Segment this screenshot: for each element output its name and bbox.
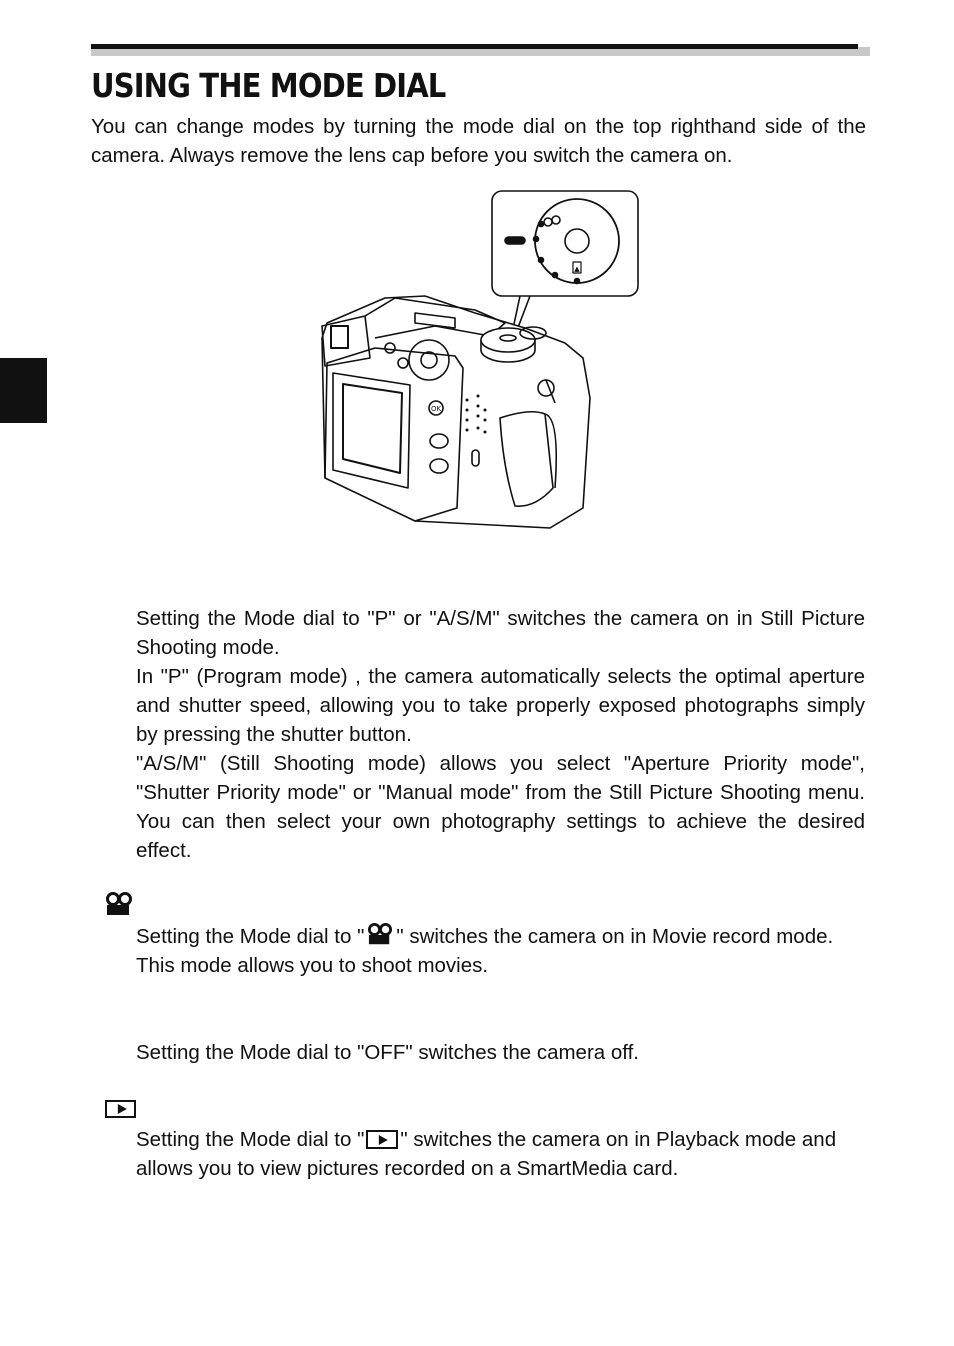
playback-text-after: " switches the camera on in Playback mode and allows you to view pictures recorded on a SmartMedia card.: [136, 1128, 837, 1180]
chapter-tab: [0, 358, 47, 423]
movie-mode-description: [136, 922, 865, 980]
camera-body: [322, 296, 590, 528]
playback-mode-description: [136, 1125, 865, 1183]
still-mode-line-1: Setting the Mode dial to "P" or "A/S/M" switches the camera on in Still Picture Shooting mode.: [136, 607, 865, 659]
camera-illustration: [315, 188, 645, 540]
intro-paragraph: You can change modes by turning the mode dial on the top righthand side of the camera. Always remove the lens cap before you switch the camera on.: [91, 115, 866, 167]
svg-text:▲: ▲: [574, 265, 580, 273]
still-mode-line-2: In "P" (Program mode) , the camera automatically selects the optimal aperture and shutter speed, allowing you to take properly exposed photographs simply by pressing the shutter button.: [136, 665, 865, 746]
playback-icon: [105, 1100, 136, 1118]
mode-dial-closeup: [492, 191, 638, 338]
still-mode-line-3: "A/S/M" (Still Shooting mode) allows you select "Aperture Priority mode", "Shutter Priority mode" or "Manual mode" from the Still Picture Shooting menu. You can then select your own photography settings to achieve the desired effect.: [136, 752, 865, 862]
movie-text-before: Setting the Mode dial to ": [136, 925, 365, 948]
svg-text:OK: OK: [430, 405, 442, 413]
playback-inline-icon: [366, 1130, 398, 1149]
off-mode-description: Setting the Mode dial to "OFF" switches the camera off.: [136, 1041, 639, 1064]
playback-text-before: Setting the Mode dial to ": [136, 1128, 365, 1151]
movie-icon: [104, 892, 134, 918]
page-title: USING THE MODE DIAL: [91, 66, 446, 105]
movie-inline-icon: [366, 923, 394, 947]
header-rule: [91, 44, 858, 49]
movie-text-after: " switches the camera on in Movie record mode. This mode allows you to shoot movies.: [136, 925, 834, 977]
still-mode-description: [136, 604, 865, 865]
